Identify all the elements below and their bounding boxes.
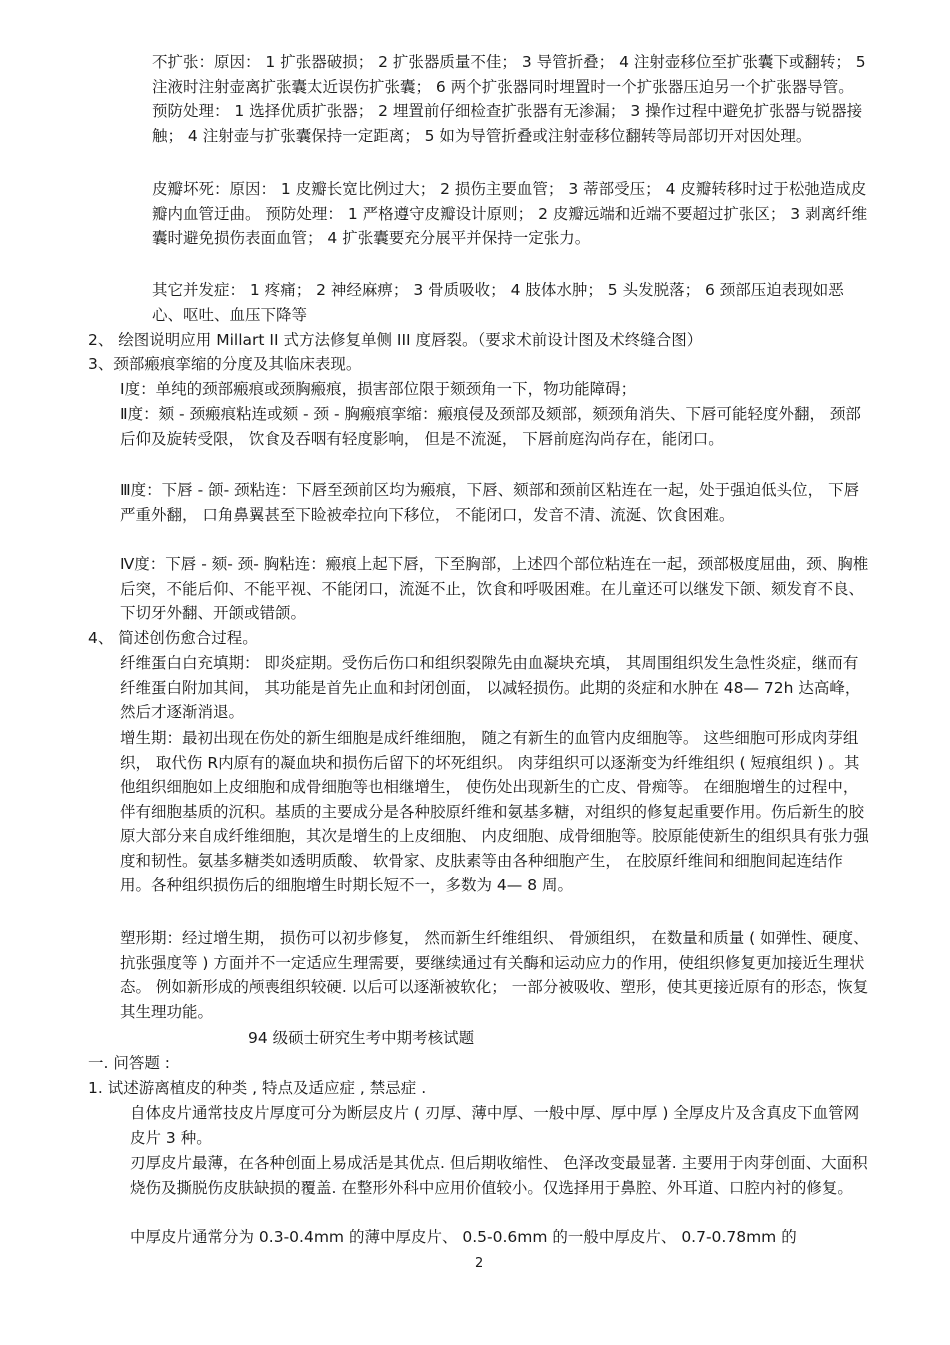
question-3-heading: 3、颈部瘢痕挛缩的分度及其临床表现。 (88, 355, 362, 373)
qa-question-1: 1. 试述游离植皮的种类 , 特点及适应症 , 禁忌症 . (88, 1079, 427, 1097)
grade-4-paragraph: Ⅳ度：下唇 - 颏- 颈- 胸粘连：瘢痕上起下唇，下至胸部，上述四个部位粘连在一起，颈部极度屈曲，颈、胸椎后突，不能后仰、不能平视、不能闭口，流涎不止，饮食和呼吸困难。在儿童还可以继发下颌、颏发育不良、下切牙外翻、开颌或错颌。 (120, 555, 869, 622)
exam-title: 94 级硕士研究生考中期考核试题 (248, 1029, 475, 1047)
question-2-heading: 2、 绘图说明应用 Millart II 式方法修复单侧 III 度唇裂。（要求术前设计图及术终缝合图） (88, 331, 703, 349)
grade-3-paragraph: Ⅲ度：下唇 - 颌- 颈粘连：下唇至颈前区均为瘢痕，下唇、颏部和颈前区粘连在一起，处于强迫低头位， 下唇严重外翻， 口角鼻翼甚至下睑被牵拉向下移位， 不能闭口，发音不清、流涎、饮食困难。 (120, 481, 860, 524)
grade-1-paragraph: Ⅰ度：单纯的颈部瘢痕或颈胸瘢痕，损害部位限于颏颈角一下，物功能障碍； (120, 380, 637, 398)
grade-2-paragraph: Ⅱ度：颏 - 颈瘢痕粘连或颏 - 颈 - 胸瘢痕挛缩：瘢痕侵及颈部及颏部，颏颈角消失、下唇可能轻度外翻， 颈部后仰及旋转受限， 饮食及吞咽有轻度影响， 但是不流涎， 下唇前庭沟尚存在，能闭口。 (120, 405, 861, 448)
answer-skin-graft-types: 自体皮片通常技皮片厚度可分为断层皮片 ( 刃厚、薄中厚、一般中厚、厚中厚 ) 全厚皮片及含真皮下血管网皮片 3 种。 (130, 1104, 860, 1147)
stage-fibrin-paragraph: 纤维蛋白白充填期： 即炎症期。受伤后伤口和组织裂隙先由血凝块充填， 其周围组织发生急性炎症，继而有纤维蛋白附加其间， 其功能是首先止血和封闭创面， 以减轻损伤。此期的炎症和水肿在 48— 72h 达高峰，然后才逐渐消退。 (120, 654, 861, 721)
paragraph-flap-necrosis: 皮瓣坏死：原因： 1 皮瓣长宽比例过大； 2 损伤主要血管； 3 蒂部受压； 4 皮瓣转移时过于松弛造成皮瓣内血管迂曲。 预防处理： 1 严格遵守皮瓣设计原则； 2 皮瓣远端和近端不要超过扩张区； 3 剥离纤维囊时避免损伤表面血管； 4 扩张囊要充分展平并保持一定张力。 (152, 180, 868, 247)
answer-split-thickness: 刃厚皮片最薄，在各种创面上易成活是其优点. 但后期收缩性、 色泽改变最显著. 主要用于肉芽创面、大面积烧伤及撕脱伤皮肤缺损的覆盖. 在整形外科中应用价值较小。仅选择用于鼻腔、外耳道、口腔内衬的修复。 (130, 1154, 868, 1197)
question-4-heading: 4、 简述创伤愈合过程。 (88, 629, 258, 647)
page-number: 2 (475, 1256, 484, 1271)
answer-intermediate-thickness: 中厚皮片通常分为 0.3-0.4mm 的薄中厚皮片、 0.5-0.6mm 的一般中厚皮片、 0.7-0.78mm 的 (130, 1228, 797, 1246)
qa-section-heading: 一. 问答题 : (88, 1054, 171, 1072)
stage-remodeling-paragraph: 塑形期：经过增生期， 损伤可以初步修复， 然而新生纤维组织、 骨颁组织， 在数量和质量 ( 如弹性、硬度、抗张强度等 ) 方面并不一定适应生理需要，要继续通过有关酶和运动应力的作用，使组织修复更加接近生理状态。 例如新形成的颅喪组织较硬. 以后可以逐渐被软化； 一部分被吸收、塑形，使其更接近原有的形态，恢复其生理功能。 (120, 929, 869, 1021)
paragraph-other-complications: 其它并发症： 1 疼痛； 2 神经麻痹； 3 骨质吸收； 4 肢体水肿； 5 头发脱落； 6 颈部压迫表现如恶心、呕吐、血压下降等 (152, 281, 844, 324)
paragraph-expander-failure: 不扩张：原因： 1 扩张器破损； 2 扩张器质量不佳； 3 导管折叠； 4 注射壶移位至扩张囊下或翻转； 5 注液时注射壶离扩张囊太近误伤扩张囊； 6 两个扩张器同时埋置时一个扩张器压迫另一个扩张器导管。 预防处理： 1 选择优质扩张器； 2 埋置前仔细检查扩张器有无渗漏； 3 操作过程中避免扩张器与锐器接触； 4 注射壶与扩张囊保持一定距离； 5 如为导管折叠或注射壶移位翻转等局部切开对因处理。 (152, 53, 866, 145)
stage-proliferation-paragraph: 增生期：最初出现在伤处的新生细胞是成纤维细胞， 随之有新生的血管内皮细胞等。 这些细胞可形成肉芽组织， 取代伤 R内原有的凝血块和损伤后留下的坏死组织。 肉芽组织可以逐渐变为纤维组织 ( 短痕组织 ) 。其他组织细胞如上皮细胞和成骨细胞等也相继增生， 使伤处出现新生的亡皮、骨痴等。 在细胞增生的过程中， 伴有细胞基质的沉积。基质的主要成分是各种胶原纤维和氨基多糖，对组织的修复起重要作用。伤后新生的胶原大部分来自成纤维细胞，其次是增生的上皮细胞、 内皮细胞、成骨细胞等。胶原能使新生的组织具有张力强度和韧性。氨基多糖类如透明质酸、 软骨家、皮肤素等由各种细胞产生， 在胶原纤维间和细胞间起连结作用。各种组织损伤后的细胞增生时期长短不一，多数为 4— 8 周。 (120, 729, 869, 894)
